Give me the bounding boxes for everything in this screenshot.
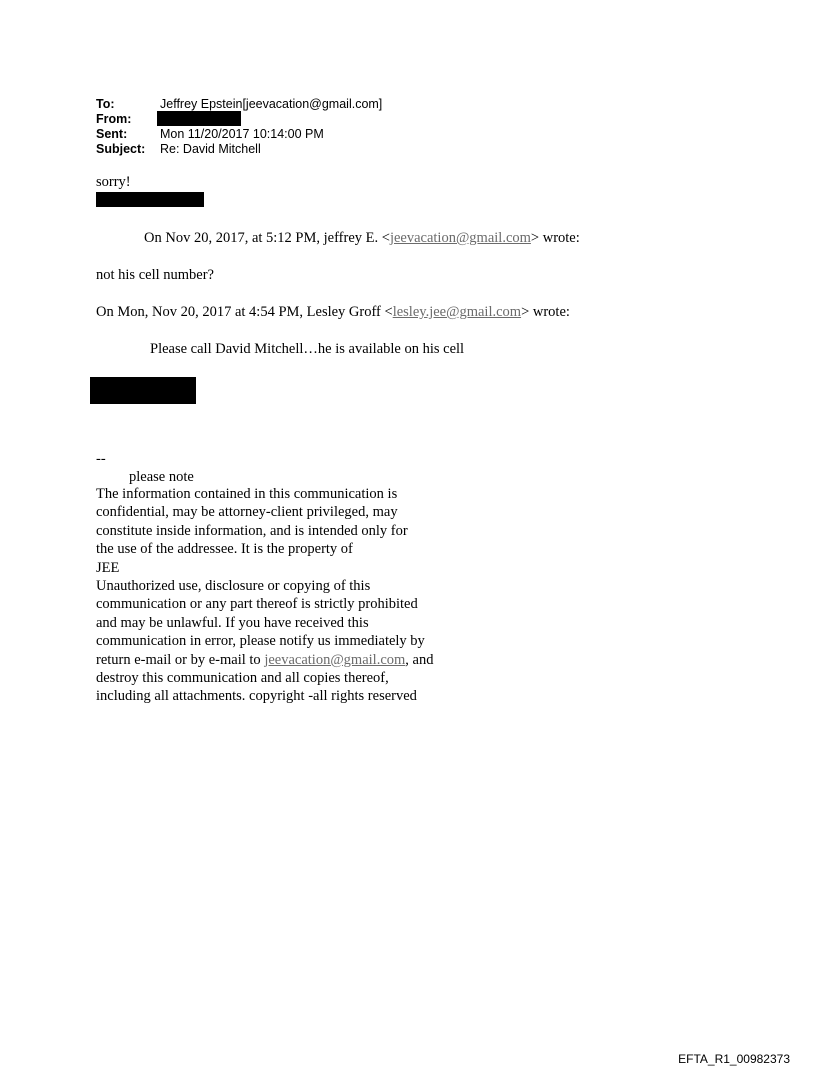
disclaimer-line: and may be unlawful. If you have received this: [96, 614, 369, 631]
document-id: EFTA_R1_00982373: [678, 1052, 790, 1066]
subject-row: [96, 142, 382, 157]
quote1-suffix: > wrote:: [530, 230, 580, 246]
to-value: Jeffrey Epstein[jeevacation@gmail.com]: [160, 97, 383, 111]
disclaimer-line: including all attachments. copyright -all rights reserved: [96, 688, 417, 705]
disclaimer-line: the use of the addressee. It is the property of: [96, 541, 353, 558]
subject-value: Re: David Mitchell: [160, 142, 261, 156]
sent-value: Mon 11/20/2017 10:14:00 PM: [160, 127, 324, 141]
quote2-prefix: On Mon, Nov 20, 2017 at 4:54 PM, Lesley Groff <: [96, 304, 393, 320]
quote-line-jeffrey: [144, 230, 580, 247]
call-request: Please call David Mitchell…he is available on his cell: [150, 341, 465, 357]
sent-row: [96, 127, 382, 142]
disclaimer-line: constitute inside information, and is intended only for: [96, 522, 408, 539]
quote2-suffix: > wrote:: [521, 304, 570, 320]
quote-line-lesley: [96, 304, 570, 321]
quote1-prefix: On Nov 20, 2017, at 5:12 PM, jeffrey E. <: [144, 230, 390, 246]
reply-text: sorry!: [96, 174, 131, 190]
sent-label: Sent:: [96, 127, 128, 141]
to-row: [96, 97, 382, 112]
please-note: please note: [129, 469, 194, 485]
from-label: From:: [96, 112, 132, 126]
disclaimer-line: Unauthorized use, disclosure or copying of this: [96, 578, 371, 595]
disclaimer-return-line: [96, 651, 433, 669]
disclaimer-line: destroy this communication and all copies thereof,: [96, 670, 389, 687]
redaction-phone: [90, 377, 196, 404]
to-label: To:: [96, 97, 115, 111]
return-suffix: , and: [405, 651, 434, 668]
disclaimer-line: communication in error, please notify us immediately by: [96, 633, 425, 650]
redaction-signature: [96, 192, 204, 207]
disclaimer-line: communication or any part thereof is strictly prohibited: [96, 596, 418, 613]
signature-dashes: --: [96, 451, 106, 467]
disclaimer-line: confidential, may be attorney-client privileged, may: [96, 504, 398, 521]
return-email-link[interactable]: jeevacation@gmail.com: [264, 651, 406, 668]
confidentiality-disclaimer: [96, 485, 433, 706]
cell-number-question: not his cell number?: [96, 267, 214, 283]
redaction-from: [157, 111, 241, 126]
subject-label: Subject:: [96, 142, 146, 156]
return-prefix: return e-mail or by e-mail to: [96, 651, 265, 668]
quote2-email-link[interactable]: lesley.jee@gmail.com: [392, 304, 522, 320]
disclaimer-line: JEE: [96, 559, 120, 576]
quote1-email-link[interactable]: jeevacation@gmail.com: [389, 230, 531, 246]
email-header: [96, 97, 382, 157]
disclaimer-line: The information contained in this communication is: [96, 486, 398, 502]
